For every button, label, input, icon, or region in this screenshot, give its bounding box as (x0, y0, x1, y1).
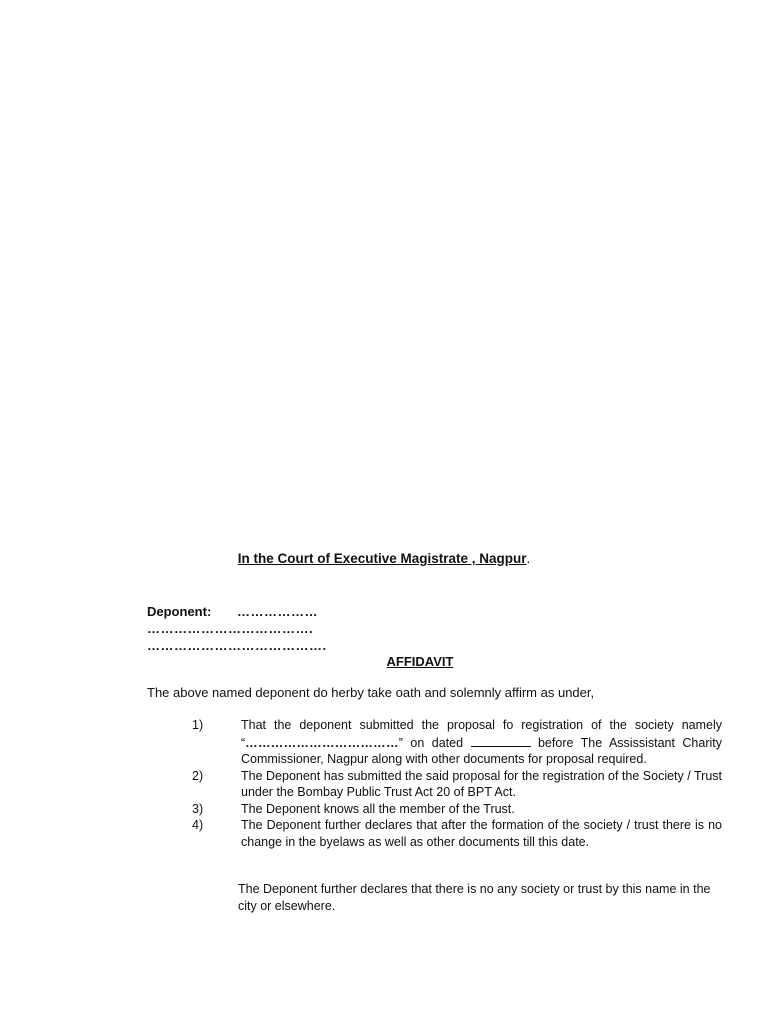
item-1-text-c: before The Assissistant Charity Commissioner, Nagpur along with other documents for proposal required. (241, 735, 723, 766)
item-1-text-a: That the deponent submitted the proposal fo registration of the society namely “ (241, 718, 722, 750)
list-item-number: 3) (192, 801, 204, 816)
affirmation-list (192, 717, 722, 850)
list-item (192, 717, 722, 768)
list-item-number: 2) (192, 768, 204, 783)
intro-paragraph: The above named deponent do herby take oath and solemnly affirm as under, (147, 685, 595, 700)
deponent-name-dots: ……………… (237, 604, 318, 619)
court-title-text: In the Court of Executive Magistrate , Nagpur (237, 551, 527, 566)
list-item (192, 768, 722, 801)
date-blank (471, 734, 531, 747)
deponent-line-1 (147, 603, 327, 620)
list-item-text: The Deponent has submitted the said proposal for the registration of the Society / Trust under the Bombay Public Trust Act 20 of BPT Act. (241, 768, 722, 799)
list-item (192, 801, 722, 818)
closing-paragraph: The Deponent further declares that there is no any society or trust by this name in the city or elsewhere. (238, 882, 711, 913)
society-name-dots: ……………………………… (245, 735, 399, 750)
deponent-line-3: …………………………………. (147, 638, 327, 653)
list-item (192, 817, 722, 850)
deponent-label: Deponent: (147, 604, 212, 619)
list-item-text: The Deponent knows all the member of the Trust. (241, 801, 515, 816)
court-title-suffix: . (526, 551, 531, 566)
item-1-text-b: ” on dated (398, 735, 464, 750)
deponent-line-2: ………………………………. (147, 621, 314, 636)
list-item-text: The Deponent further declares that after the formation of the society / trust there is no change in the byelaws as well as other documents till this date. (241, 818, 722, 849)
affidavit-title: AFFIDAVIT (386, 654, 454, 669)
deponent-block (147, 603, 327, 654)
list-item-number: 1) (192, 718, 204, 732)
list-item-number: 4) (192, 818, 204, 832)
list-item-text (241, 717, 722, 768)
court-title (0, 551, 768, 566)
